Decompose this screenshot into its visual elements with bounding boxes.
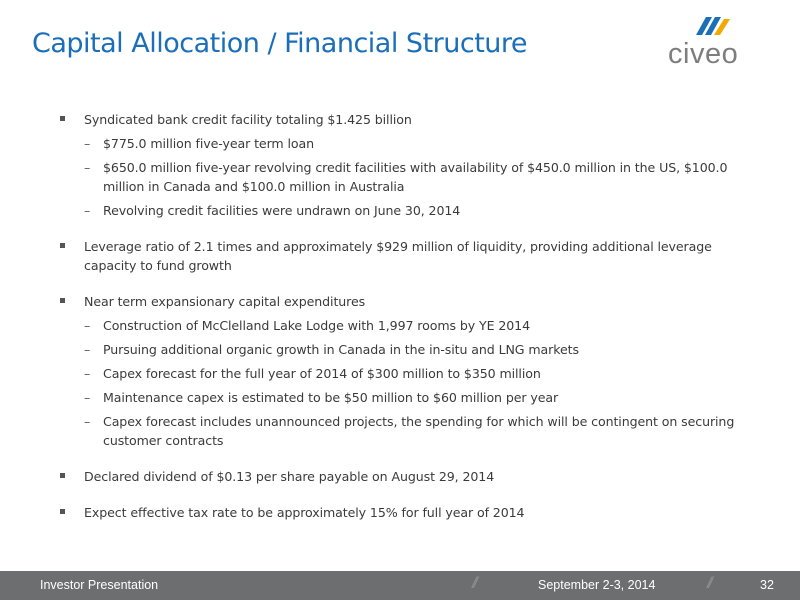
sub-bullet-text: Construction of McClelland Lake Lodge with 1,997 rooms by YE 2014 — [103, 318, 531, 333]
sub-bullet-item — [84, 158, 750, 196]
civeo-logo — [668, 14, 768, 74]
dash-icon: – — [84, 318, 91, 333]
bullet-item — [60, 292, 750, 311]
bullet-group — [60, 467, 750, 486]
logo-mark-icon — [696, 14, 736, 36]
bullet-group — [60, 110, 750, 220]
sub-bullet-item — [84, 316, 750, 335]
sub-bullet-item — [84, 364, 750, 383]
sub-bullet-text: $650.0 million five-year revolving credit facilities with availability of $450.0 million in the US, $100.0 million in Canada and $100.0 million in Australia — [103, 160, 728, 194]
sub-bullet-text: Revolving credit facilities were undrawn on June 30, 2014 — [103, 203, 461, 218]
footer-date: September 2-3, 2014 — [538, 578, 656, 592]
sub-bullet-text: Capex forecast for the full year of 2014 of $300 million to $350 million — [103, 366, 541, 381]
bullet-list — [60, 110, 750, 539]
dash-icon: – — [84, 414, 91, 429]
bullet-text: Near term expansionary capital expenditures — [84, 294, 366, 309]
dash-icon: – — [84, 366, 91, 381]
bullet-group — [60, 292, 750, 450]
bullet-group — [60, 503, 750, 522]
sub-bullet-item — [84, 340, 750, 359]
sub-bullet-item — [84, 201, 750, 220]
sub-bullet-text: Pursuing additional organic growth in Canada in the in-situ and LNG markets — [103, 342, 579, 357]
bullet-square-icon — [60, 243, 65, 248]
sub-bullet-text: $775.0 million five-year term loan — [103, 136, 314, 151]
bullet-square-icon — [60, 298, 65, 303]
page-number: 32 — [760, 578, 774, 592]
footer-slash-divider-icon: // — [707, 575, 710, 592]
dash-icon: – — [84, 160, 91, 175]
sub-bullet-item — [84, 412, 750, 450]
bullet-square-icon — [60, 116, 65, 121]
bullet-item — [60, 110, 750, 129]
bullet-item — [60, 503, 750, 522]
sub-bullet-item — [84, 134, 750, 153]
dash-icon: – — [84, 390, 91, 405]
dash-icon: – — [84, 203, 91, 218]
bullet-text: Expect effective tax rate to be approximately 15% for full year of 2014 — [84, 505, 525, 520]
bullet-item — [60, 467, 750, 486]
footer-presentation-name: Investor Presentation — [40, 578, 159, 592]
sub-bullet-item — [84, 388, 750, 407]
dash-icon: – — [84, 342, 91, 357]
bullet-square-icon — [60, 509, 65, 514]
bullet-text: Leverage ratio of 2.1 times and approximately $929 million of liquidity, providing additional leverage capacity to fund growth — [84, 239, 712, 273]
sub-bullet-text: Capex forecast includes unannounced projects, the spending for which will be contingent on securing customer contracts — [103, 414, 735, 448]
bullet-item — [60, 237, 750, 275]
bullet-text: Declared dividend of $0.13 per share payable on August 29, 2014 — [84, 469, 495, 484]
logo-wordmark: civeo — [668, 38, 739, 70]
footer-bar — [0, 571, 800, 600]
bullet-square-icon — [60, 473, 65, 478]
slide-title: Capital Allocation / Financial Structure — [32, 28, 528, 59]
bullet-text: Syndicated bank credit facility totaling $1.425 billion — [84, 112, 412, 127]
sub-bullet-text: Maintenance capex is estimated to be $50 million to $60 million per year — [103, 390, 559, 405]
dash-icon: – — [84, 136, 91, 151]
bullet-group — [60, 237, 750, 275]
footer-slash-divider-icon: // — [472, 575, 475, 592]
